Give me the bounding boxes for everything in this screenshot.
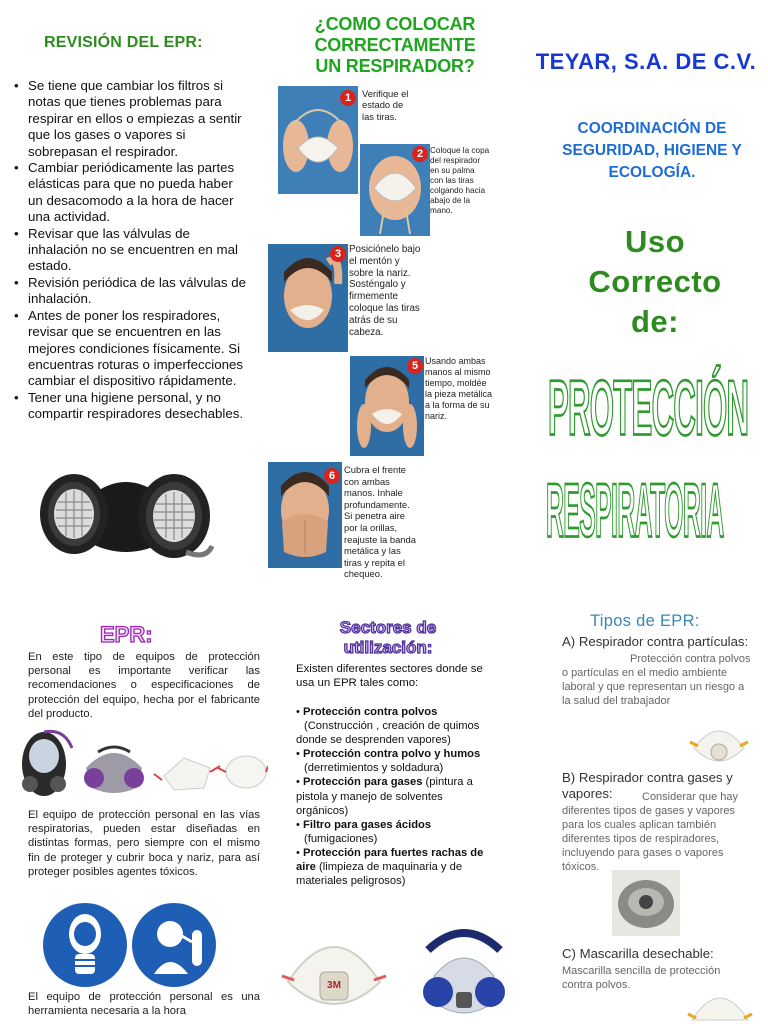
sector-item: • Protección para fuertes rachas de aire (limpieza de maquinaria y de materiales peligrosos): [296, 846, 484, 888]
cover-title-word: PROTECCIÓN: [548, 366, 749, 452]
step-number: 6: [324, 468, 340, 484]
sector-item: • Protección contra polvos (Construcción , creación de quimos donde se desprenden vapores): [296, 706, 480, 747]
sector-item-detail: (limpieza de maquinaria y de materiales peligrosos): [296, 861, 463, 888]
type-a-heading: A) Respirador contra partículas:: [562, 634, 749, 649]
disposable-mask-image: [684, 976, 756, 1024]
cover-heading: [560, 222, 750, 342]
sector-item-detail: (derretimientos y soldadura): [304, 762, 444, 775]
revision-list: [14, 78, 249, 423]
sector-item: • Protección contra polvo y humos (derretimientos y soldadura): [296, 748, 481, 775]
type-a-description: Protección contra polvos o partículas en el medio ambiente laboral y que representan un riesgo a la salud del trabajador: [562, 653, 751, 707]
sector-item: • Protección para gases (pintura a pistola y manejo de solventes orgánicos): [296, 776, 473, 817]
step-number: 5: [407, 358, 423, 374]
sector-item: • Filtro para gases ácidos (fumigaciones): [296, 818, 432, 845]
brand-label: 3M: [327, 980, 341, 991]
revision-item: • Tener una higiene personal, y no compartir respiradores desechables.: [14, 390, 249, 423]
sectors-list: [296, 705, 496, 888]
step-text: Cubra el frente con ambas manos. Inhale profundamente. Si penetra aire por la orillas, reajuste la banda metálica y las tiras y repita el chequeo.: [344, 464, 416, 580]
revision-item: • Se tiene que cambiar los filtros si notas que tienes problemas para respirar en ellos o empiezas a sentir que los gases o vapores si sobrepasan el respirador.: [14, 78, 249, 160]
half-mask-respirator-image: [36, 462, 216, 572]
step-text: Coloque la copa del respirador en su palma con las tiras colgando hacia abajo de la mano.: [430, 146, 490, 215]
epr-paragraph: El equipo de protección personal en las vías respiratorias, pueden estar diseñadas en distintas formas, pero siempre con el mismo fin de proteger y cubrir boca y nariz, para así proteger posibles agentes tóxicos.: [28, 809, 260, 878]
mandatory-respirator-signs: [42, 902, 218, 990]
sector-item-title: Protección para gases: [303, 776, 423, 789]
type-b-heading: B) Respirador contra gases y vapores:: [562, 770, 733, 801]
type-c-description: Mascarilla sencilla de protección contra polvos.: [562, 965, 721, 991]
company-name: TEYAR, S.A. DE C.V.: [535, 49, 757, 74]
half-face-reusable-respirator-image: [412, 920, 516, 1024]
sector-item-detail: (Construcción , creación de quimos donde se desprenden vapores): [296, 720, 480, 747]
type-b-description: Considerar que hay diferentes tipos de gases y vapores para los cuales aplican también diferentes tipos de respiradores, incluyendo para gases o vapores tóxicos.: [562, 791, 739, 873]
revision-item: • Revisión periódica de las válvulas de inhalación.: [14, 275, 249, 308]
step-text: Usando ambas manos al mismo tiempo, moldée la pieza metálica a la forma de su nariz.: [425, 356, 493, 421]
sectors-intro: Existen diferentes sectores donde se usa un EPR tales como:: [296, 663, 483, 690]
particle-respirator-image: [688, 712, 750, 774]
revision-item: • Cambiar periódicamente las partes elásticas para que no pueda haber un desacomodo a la hora de hacer una actividad.: [14, 160, 249, 226]
cover-heading-line: de:: [631, 304, 679, 339]
sectors-title: Sectores de utilización:: [339, 618, 437, 657]
cover-heading-line: Uso: [624, 224, 686, 259]
step-number: 1: [340, 90, 356, 106]
step-text: Posiciónelo bajo el mentón y sobre la nariz. Sosténgalo y firmemente coloque las tiras atrás de su cabeza.: [349, 244, 421, 338]
epr-title: EPR:: [100, 622, 153, 647]
cover-heading-line: Correcto: [588, 264, 722, 299]
3m-particle-respirator-image: [278, 922, 390, 1022]
sector-item-title: Filtro para gases ácidos: [303, 818, 432, 831]
revision-title: REVISIÓN DEL EPR:: [44, 34, 203, 51]
respirator-types-image: [14, 728, 268, 800]
sector-item-title: Protección contra polvos: [303, 706, 438, 718]
revision-item: • Antes de poner los respiradores, revisar que se encuentren en las mejores condiciones físicamente. Si encuentras roturas o imperfecciones cambiar el dispositivo rápidamente.: [14, 308, 249, 390]
department-name: COORDINACIÓN DE SEGURIDAD, HIGIENE Y ECOLOGÍA.: [562, 120, 742, 181]
sector-item-title: Protección para fuertes rachas de aire: [296, 846, 484, 874]
step-number: 2: [412, 146, 428, 162]
sector-item-detail: (pintura a pistola y manejo de solventes orgánicos): [296, 776, 473, 817]
step-number: 3: [330, 246, 346, 262]
step-text: Verifique el estado de las tiras.: [362, 88, 409, 122]
type-c-heading: C) Mascarilla desechable:: [562, 946, 714, 961]
revision-item: • Revisar que las válvulas de inhalación no se encuentren en mal estado.: [14, 226, 249, 275]
sector-item-title: Protección contra polvo y humos: [303, 748, 481, 761]
epr-paragraph: En este tipo de equipos de protección personal es importante verificar las recomendaciones o especificaciones de protección del equipo, hecha por el fabricante del producto.: [28, 651, 260, 720]
gas-vapor-respirator-image: [612, 870, 680, 936]
types-title: Tipos de EPR:: [590, 612, 700, 630]
cover-title-word: RESPIRATORIA: [546, 470, 724, 554]
sector-item-detail: (fumigaciones): [304, 832, 378, 845]
epr-paragraph: El equipo de protección personal es una herramienta necesaria a la hora: [28, 991, 260, 1018]
how-to-title: ¿COMO COLOCAR CORRECTAMENTE UN RESPIRADOR?: [314, 14, 476, 76]
